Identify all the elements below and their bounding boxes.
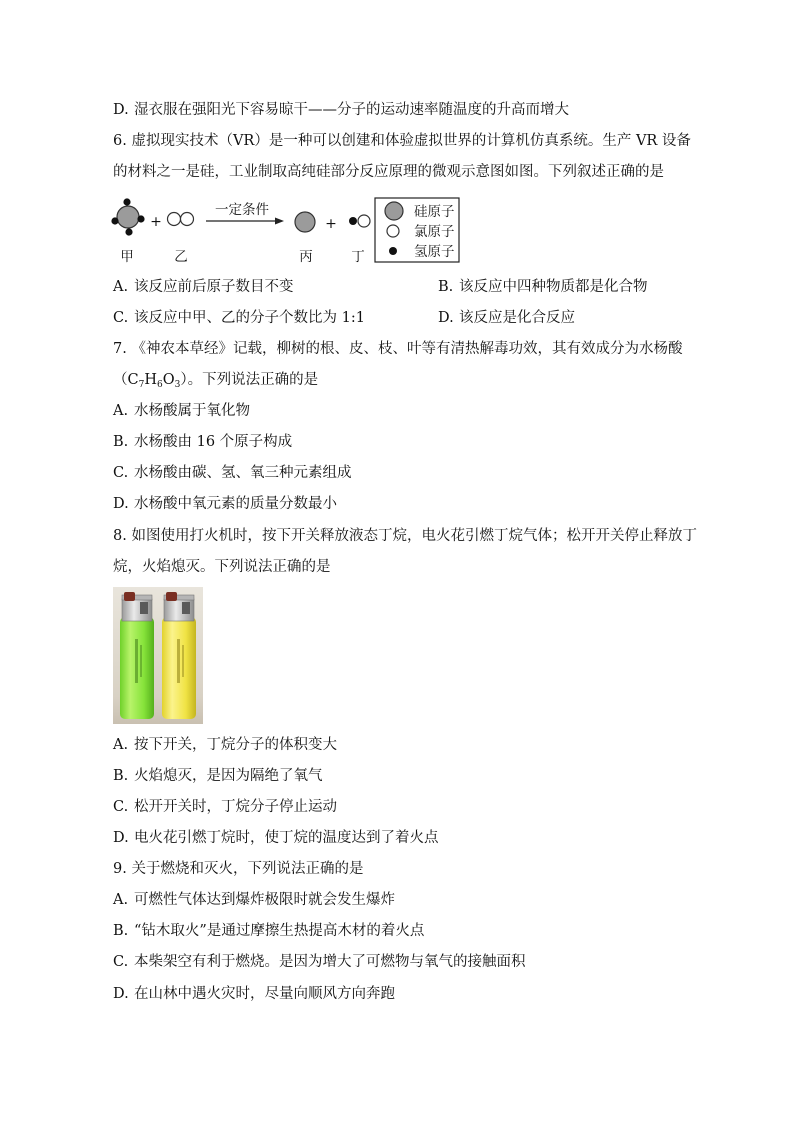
- hydrogen-atom: [349, 217, 357, 225]
- green-lighter: [120, 592, 154, 719]
- chlorine-atom: [358, 215, 370, 227]
- q6-option-b: [438, 277, 648, 297]
- option-label: C.: [113, 310, 129, 326]
- q6-option-c: [113, 308, 365, 328]
- reaction-arrow: [206, 218, 284, 225]
- q7-option-d: [113, 494, 337, 514]
- option-label: C.: [113, 799, 129, 815]
- hydrogen-atom: [111, 217, 118, 224]
- q9-option-c: [113, 952, 526, 972]
- legend-silicon-icon: [385, 202, 403, 220]
- option-label: B.: [113, 434, 129, 450]
- reaction-diagram: [110, 193, 462, 267]
- label-jia: 甲: [120, 249, 134, 265]
- option-text: 松开开关时，丁烷分子停止运动: [134, 799, 337, 815]
- option-label: A.: [113, 892, 129, 908]
- formula-element: O: [162, 372, 175, 388]
- hydrogen-atom: [137, 215, 144, 222]
- q7-stem-line-2: [113, 370, 318, 390]
- formula-element: H: [144, 372, 157, 388]
- q8-option-b: [113, 766, 323, 786]
- option-text: 该反应前后原子数目不变: [134, 279, 294, 295]
- option-text: “钻木取火”是通过摩擦生热提高木材的着火点: [134, 923, 425, 939]
- option-text: 水杨酸属于氧化物: [134, 403, 250, 419]
- option-label: C.: [113, 465, 129, 481]
- q6-option-d: [438, 308, 575, 328]
- paren-open: （: [113, 372, 128, 388]
- option-text: 电火花引燃丁烷时，使丁烷的温度达到了着火点: [134, 830, 439, 846]
- option-label: D.: [113, 496, 129, 512]
- q9-option-b: [113, 921, 424, 941]
- plus-sign: +: [325, 216, 337, 232]
- molecule-bing: [295, 212, 315, 232]
- legend-hydrogen-icon: [389, 247, 397, 255]
- plus-sign: +: [150, 214, 162, 230]
- label-yi: 乙: [174, 249, 188, 265]
- option-label: A.: [113, 403, 129, 419]
- option-label: A.: [113, 279, 129, 295]
- q9-option-a: [113, 890, 395, 910]
- label-ding: 丁: [351, 249, 365, 265]
- option-text: 该反应是化合反应: [459, 310, 575, 326]
- formula-subscript: 6: [157, 380, 163, 390]
- option-label: D.: [113, 986, 129, 1002]
- option-text: 水杨酸中氧元素的质量分数最小: [134, 496, 337, 512]
- q7-option-b: [113, 432, 292, 452]
- option-text: 水杨酸由碳、氢、氧三种元素组成: [134, 465, 352, 481]
- yellow-lighter: [162, 592, 196, 719]
- q9-stem: 9. 关于燃烧和灭火，下列说法正确的是: [113, 861, 364, 877]
- q6-option-a: [113, 277, 294, 297]
- stem-rest: ）。下列说法正确的是: [180, 372, 319, 388]
- legend-silicon-label: 硅原子: [414, 204, 455, 220]
- q8-option-a: [113, 735, 337, 755]
- q8-stem-line-1: 8. 如图使用打火机时，按下开关释放液态丁烷，电火花引燃丁烷气体；松开开关停止释放丁: [113, 528, 697, 544]
- option-text: 在山林中遇火灾时，尽量向顺风方向奔跑: [134, 986, 395, 1002]
- option-text: 火焰熄灭，是因为隔绝了氧气: [134, 768, 323, 784]
- chlorine-atom: [168, 213, 181, 226]
- silicon-atom: [117, 206, 139, 228]
- q6-stem-line-2: 的材料之一是硅，工业制取高纯硅部分反应原理的微观示意图如图。下列叙述正确的是: [113, 164, 664, 180]
- formula-subscript: 3: [174, 380, 181, 390]
- lighters-photo: [113, 587, 203, 724]
- q7-option-a: [113, 401, 250, 421]
- legend-chlorine-label: 氯原子: [414, 224, 455, 240]
- chlorine-atom: [181, 213, 194, 226]
- option-text: 本柴架空有利于燃烧。是因为增大了可燃物与氧气的接触面积: [134, 954, 526, 970]
- option-label: B.: [113, 923, 129, 939]
- q7-stem-line-1: 7. 《神农本草经》记载，柳树的根、皮、枝、叶等有清热解毒功效，其有效成分为水杨酸: [113, 341, 683, 357]
- q7-option-c: [113, 463, 352, 483]
- legend-hydrogen-label: 氢原子: [414, 244, 455, 260]
- molecule-ding: [349, 215, 370, 227]
- option-label: B.: [438, 279, 454, 295]
- option-text: 按下开关，丁烷分子的体积变大: [134, 737, 337, 753]
- q8-option-d: [113, 828, 439, 848]
- molecule-jia: [111, 198, 144, 235]
- option-text: 该反应中四种物质都是化合物: [459, 279, 648, 295]
- molecule-yi: [168, 213, 194, 226]
- option-label: B.: [113, 768, 129, 784]
- q5-option-d: [113, 100, 569, 120]
- option-text: 可燃性气体达到爆炸极限时就会发生爆炸: [134, 892, 395, 908]
- legend-chlorine-icon: [387, 225, 399, 237]
- reaction-condition: 一定条件: [215, 202, 269, 218]
- option-text: 湿衣服在强阳光下容易晾干——分子的运动速率随温度的升高而增大: [134, 102, 569, 118]
- q8-stem-line-2: 烷，火焰熄灭。下列说法正确的是: [113, 559, 331, 575]
- hydrogen-atom: [123, 198, 130, 205]
- formula-subscript: 7: [138, 380, 145, 390]
- q8-option-c: [113, 797, 337, 817]
- q9-option-d: [113, 984, 395, 1004]
- option-text: 该反应中甲、乙的分子个数比为 1:1: [134, 310, 365, 326]
- option-label: D.: [113, 102, 129, 118]
- label-bing: 丙: [299, 249, 313, 265]
- hydrogen-atom: [125, 228, 132, 235]
- option-label: A.: [113, 737, 129, 753]
- option-label: D.: [113, 830, 129, 846]
- legend-box: [375, 198, 459, 262]
- formula-element: C: [127, 372, 139, 388]
- option-text: 水杨酸由 16 个原子构成: [134, 434, 293, 450]
- option-label: C.: [113, 954, 129, 970]
- option-label: D.: [438, 310, 454, 326]
- q6-stem-line-1: 6. 虚拟现实技术（VR）是一种可以创建和体验虚拟世界的计算机仿真系统。生产 VR 设备: [113, 133, 691, 149]
